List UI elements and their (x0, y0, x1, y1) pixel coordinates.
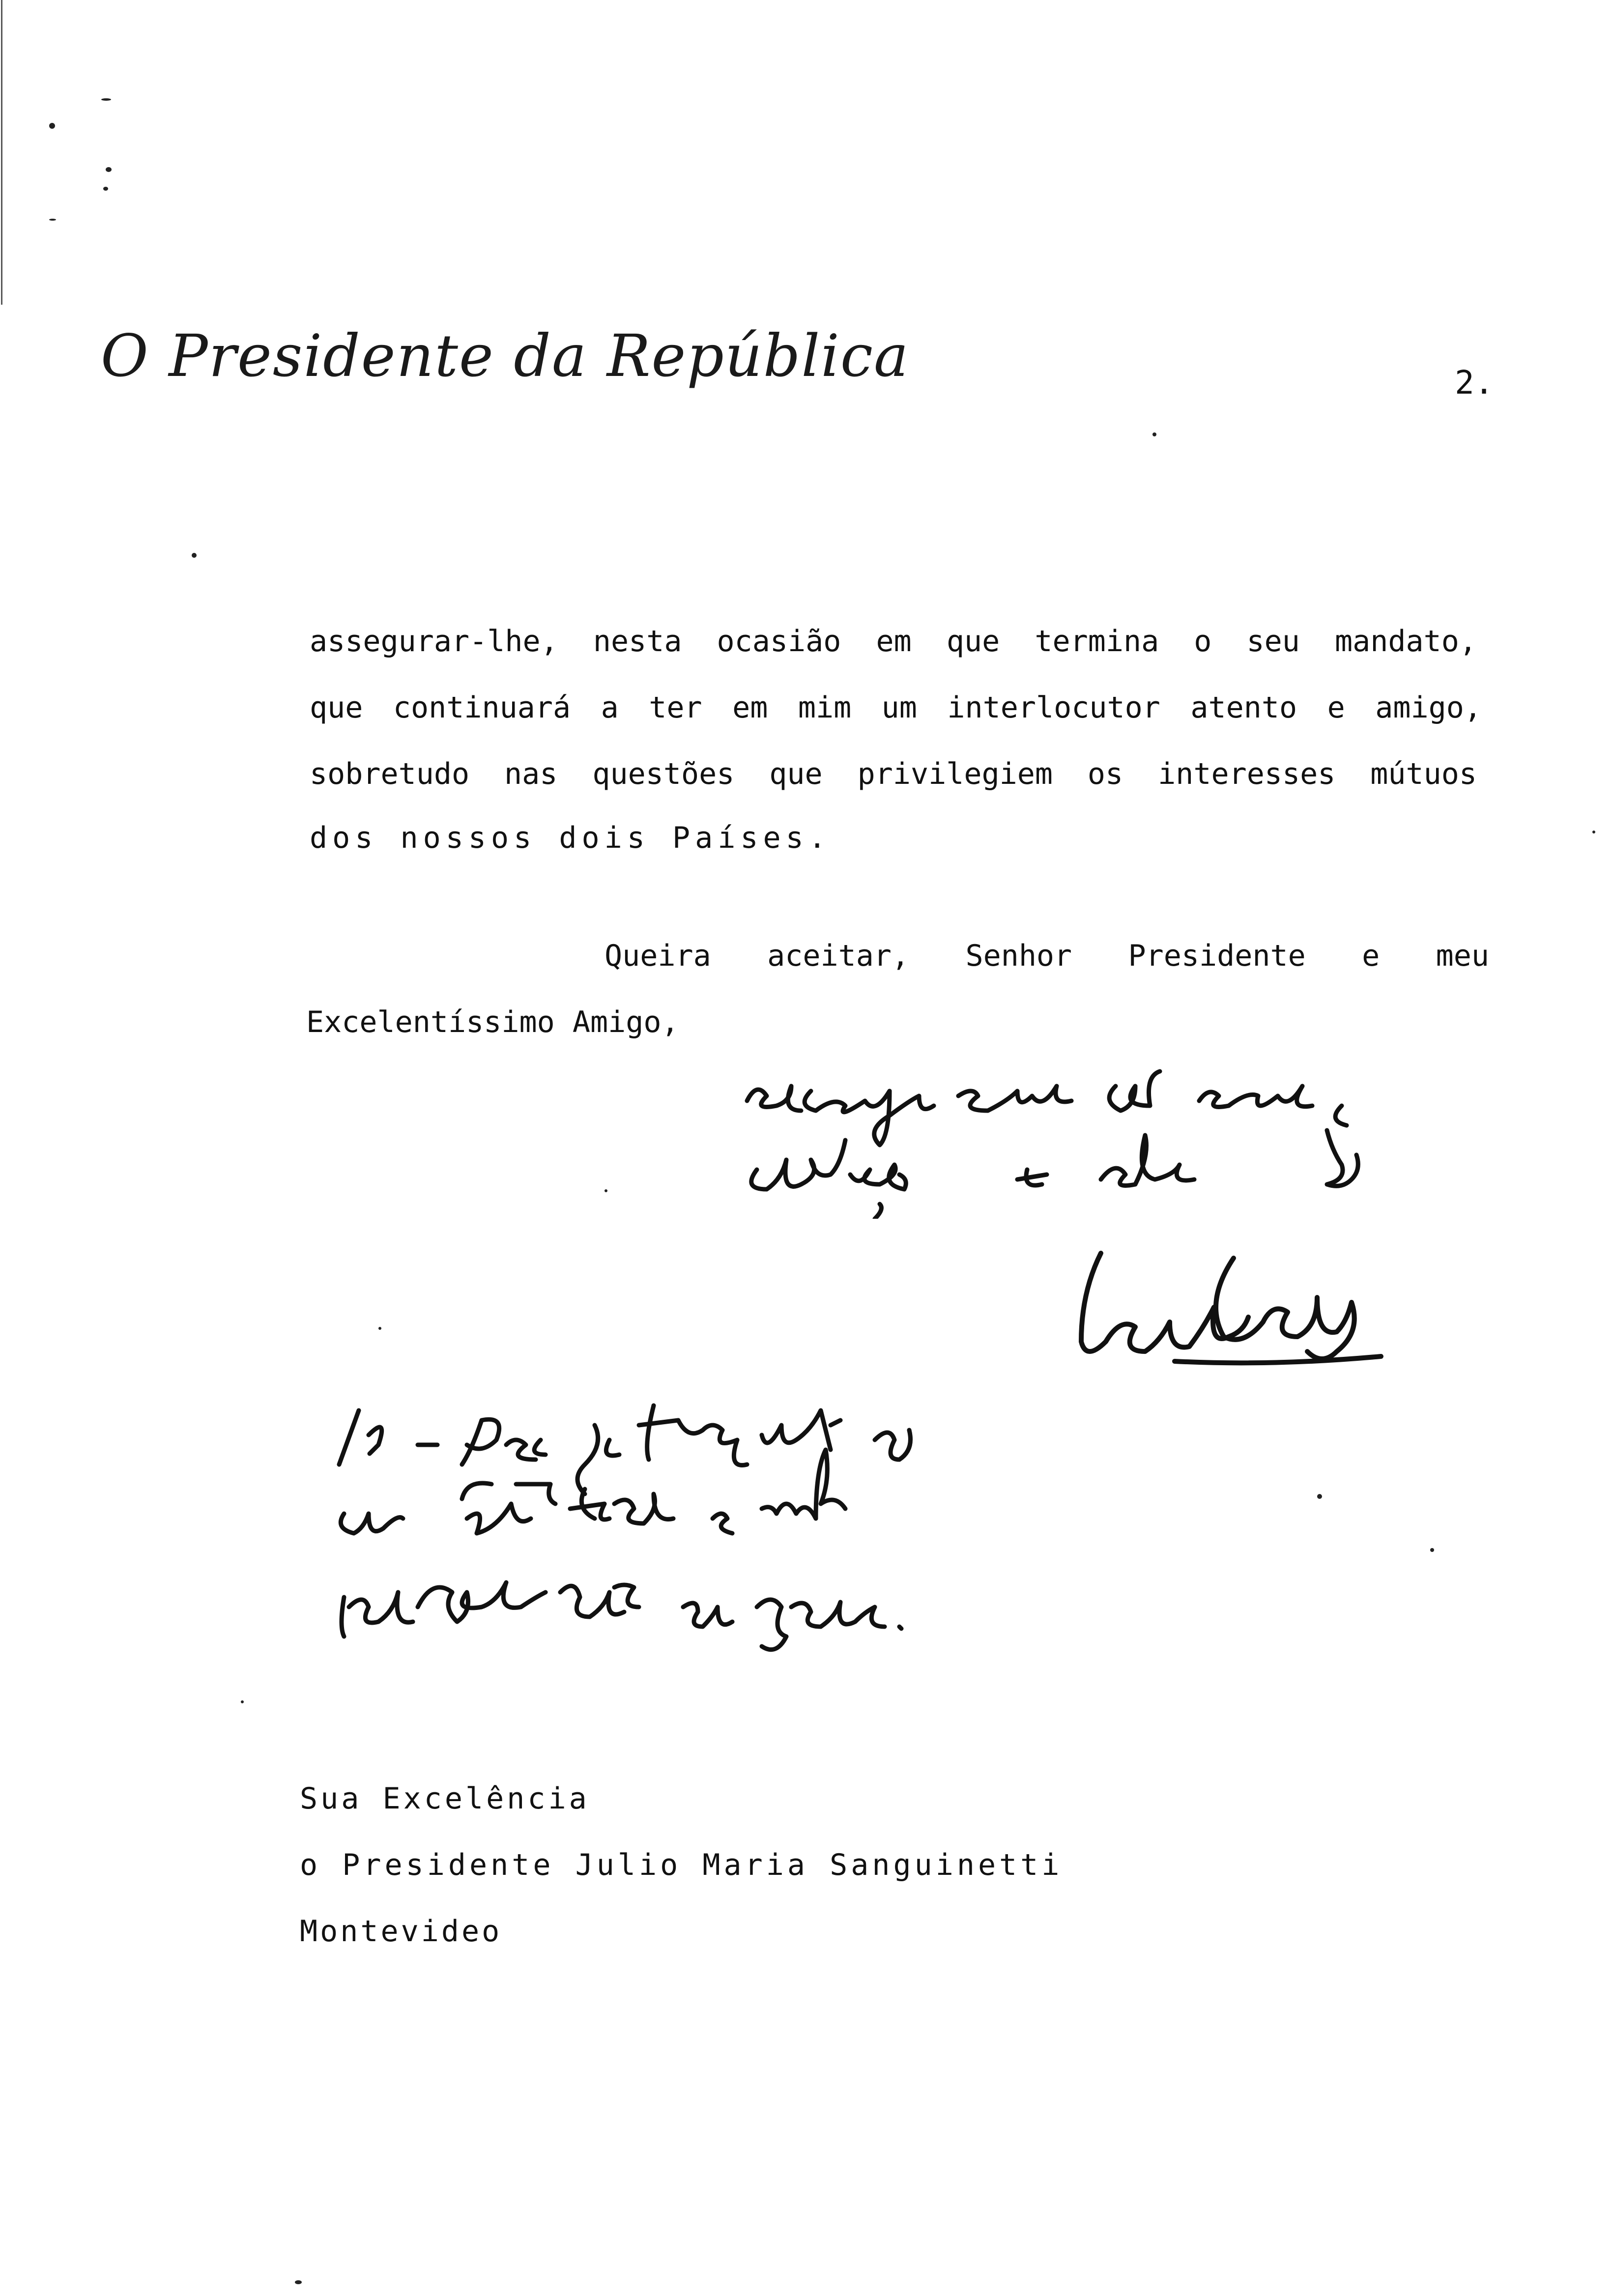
body-line: assegurar-lhe, nesta ocasião em que termina o seu mandato, (310, 624, 1477, 659)
scan-speck (1430, 1548, 1434, 1552)
addressee-line-1: Sua Excelência (300, 1781, 590, 1816)
handwritten-closing (737, 1057, 1435, 1219)
closing-line-2: Excelentíssimo Amigo, (306, 1005, 679, 1039)
scan-speck (1317, 1494, 1322, 1499)
closing-line-1: Queira aceitar, Senhor Presidente e meu (604, 939, 1489, 973)
scan-speck (49, 123, 55, 129)
handwritten-postscript (319, 1391, 1022, 1695)
letterhead-title: O Presidente da República (101, 322, 910, 390)
signature (1071, 1243, 1415, 1401)
scan-edge-line (1, 0, 2, 305)
scan-speck (192, 553, 197, 558)
scan-speck (604, 1189, 607, 1192)
addressee-line-3: Montevideo (300, 1914, 502, 1949)
handwriting-closing-drawing (737, 1057, 1435, 1219)
scan-speck (106, 167, 112, 172)
signature-drawing (1071, 1243, 1415, 1401)
page-number: 2. (1455, 364, 1494, 402)
scan-speck (103, 187, 108, 191)
body-line: sobretudo nas questões que privilegiem os interesses mútuos (310, 757, 1477, 791)
body-line: dos nossos dois Países. (310, 821, 831, 855)
scan-speck (241, 1700, 244, 1703)
addressee-line-2: o Presidente Julio Maria Sanguinetti (300, 1848, 1063, 1882)
scan-speck (101, 98, 111, 101)
scan-speck (49, 219, 56, 221)
body-line: que continuará a ter em mim um interlocutor atento e amigo, (310, 690, 1482, 725)
scan-speck (295, 2280, 302, 2284)
handwriting-postscript-drawing (319, 1391, 1022, 1695)
scan-speck (1592, 831, 1595, 833)
scan-speck (1152, 432, 1156, 436)
scan-speck (378, 1327, 381, 1330)
